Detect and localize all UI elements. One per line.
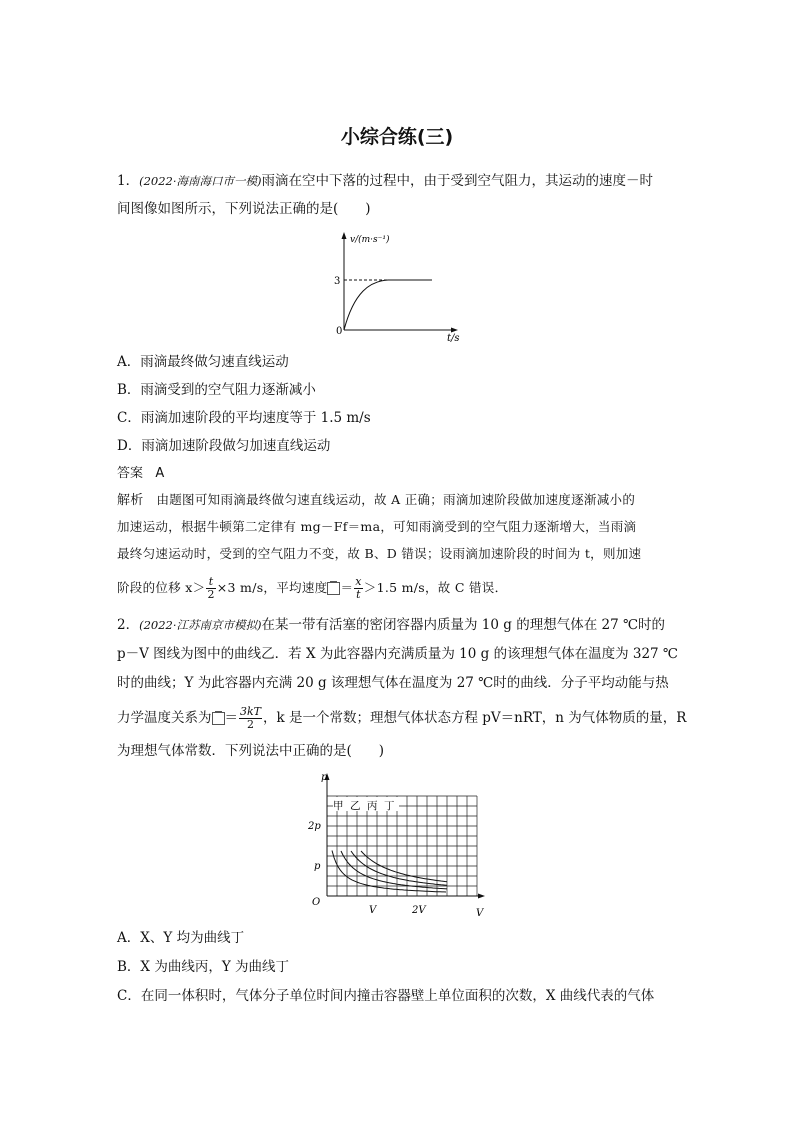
q2-frac-num: 3kT [240,705,262,718]
q1-x-axis-label: t/s [447,333,460,344]
q2-option-a: A．X、Y 均为曲线丁 [117,930,245,946]
q2-option-b: B．X 为曲线丙，Y 为曲线丁 [117,959,290,975]
q1-stem-line-1 [117,171,682,191]
q2-pv-graph [305,768,490,920]
q1-a4-mid: ×3 m/s，平均速度 [216,580,328,595]
q1-x-arrow [451,328,458,333]
page-title: 小综合练(三) [340,126,454,148]
q1-a4-pre: 阶段的位移 x＞ [117,580,206,595]
q2-line-2: p－V 图线为图中的曲线乙．若 X 为此容器内充满质量为 10 g 的该理想气体在温度为 327 ℃ [117,646,679,662]
q1-frac2-den: t [356,588,361,601]
q2-y-tick-p: p [314,861,321,872]
q2-stem-line-1 [117,615,682,635]
q1-analysis-1: 由题图可知雨滴最终做匀速直线运动，故 A 正确；雨滴加速阶段做加速度逐渐减小的 [156,492,636,507]
q1-option-b: B．雨滴受到的空气阻力逐渐减小 [117,382,316,398]
q2-source: (2022·江苏南京市模拟) [139,618,262,632]
q1-stem-2: 间图像如图所示，下列说法正确的是( ) [117,201,371,217]
q1-analysis-label: 解析 [117,493,144,508]
q1-frac-x-over-t [354,576,363,601]
q1-source: (2022·海南海口市一模) [139,174,262,188]
q1-answer-label: 答案 [117,466,144,481]
q1-option-a: A．雨滴最终做匀速直线运动 [117,354,289,370]
q1-answer: A [155,466,165,481]
q1-stem-1: 雨滴在空中下落的过程中，由于受到空气阻力，其运动的速度－时 [261,173,653,189]
q2-line-3: 时的曲线；Y 为此容器内充满 20 g 该理想气体在温度为 27 ℃时的曲线．分子平均动能与热 [117,675,669,691]
q2-y-axis-label: p [321,772,328,783]
q1-option-c: C．雨滴加速阶段的平均速度等于 1.5 m/s [117,410,371,426]
q1-number: 1． [117,173,140,189]
q2-y-tick-2p: 2p [308,821,321,832]
q2-l4-pre: 力学温度关系为 [117,710,212,726]
q1-frac1-num: t [206,576,215,589]
q1-analysis-2: 加速运动，根据牛顿第二定律有 mg－Ff＝ma，可知雨滴受到的空气阻力逐渐增大，当雨滴 [117,519,637,534]
q1-option-d: D．雨滴加速阶段做匀加速直线运动 [117,438,331,454]
q2-line-5: 为理想气体常数．下列说法中正确的是( ) [117,743,385,759]
q1-a4-eq: ＝ [340,580,354,595]
q2-x-axis-label: V [476,908,484,919]
q1-y-axis-label: v/(m·s⁻¹) [350,235,390,245]
q2-curve-label-jia: 甲 [333,800,344,812]
q1-y-arrow [342,232,347,239]
q2-l4-post: ，k 是一个常数；理想气体状态方程 pV＝nRT，n 为气体物质的量，R [263,710,687,726]
q1-analysis-line-4 [117,576,682,601]
v-bar-symbol [327,582,340,595]
q2-x-tick-2v: 2V [412,905,426,916]
q2-frac-den: 2 [247,718,254,731]
q2-curve-label-ding: 丁 [384,800,395,812]
q2-curve-label-bing: 丙 [367,800,378,812]
q1-frac2-num: x [355,575,362,588]
q2-frac-3kT-over-2 [239,706,262,731]
q2-curve-label-yi: 乙 [350,800,361,812]
ek-bar-symbol [212,712,225,725]
q1-frac-t-over-2 [206,576,215,601]
q1-analysis-3: 最终匀速运动时，受到的空气阻力不变，故 B、D 错误；设雨滴加速阶段的时间为 t，则加速 [117,546,642,561]
q1-a4-post: ＞1.5 m/s，故 C 错误． [363,580,508,595]
q1-frac1-den: 2 [207,588,215,601]
q2-line-4 [117,705,687,731]
q2-option-c: C．在同一体积时，气体分子单位时间内撞击容器壁上单位面积的次数，X 曲线代表的气体 [117,988,655,1004]
q2-number: 2． [117,617,140,633]
q2-l4-eq: ＝ [224,710,238,726]
q1-origin: 0 [336,326,343,337]
q2-x-arrow [478,894,485,899]
q1-tick-3: 3 [334,276,341,287]
q2-line-1: 在某一带有活塞的密闭容器内质量为 10 g 的理想气体在 27 ℃时的 [261,617,666,633]
q1-answer-line [117,464,682,484]
q1-velocity-time-graph [330,228,465,346]
q1-analysis-line-1 [117,490,682,511]
q2-origin: O [312,897,321,908]
q2-x-tick-v: V [369,905,377,916]
q1-velocity-curve [344,280,432,330]
